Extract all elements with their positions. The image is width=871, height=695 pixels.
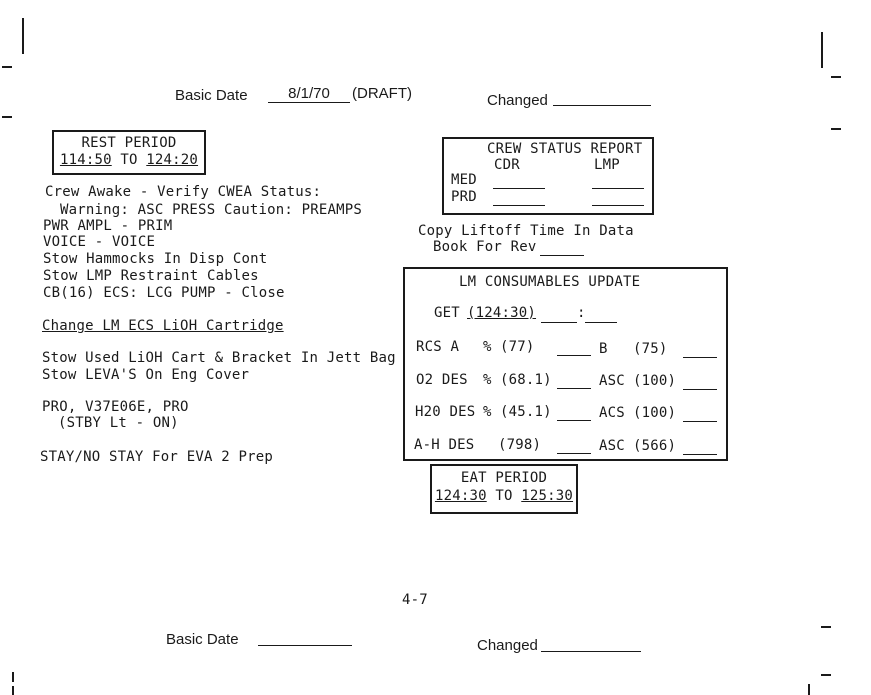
rest-period-start: 114:50	[59, 152, 112, 168]
eat-period-box	[430, 464, 578, 514]
footer-basic-date-blank	[258, 645, 352, 646]
page-number: 4-7	[402, 592, 428, 608]
step-pwr-ampl: PWR AMPL - PRIM	[43, 218, 173, 234]
row-o2-asc-blank	[683, 389, 717, 390]
row-h20-acs-blank	[683, 421, 717, 422]
margin-mark	[808, 684, 810, 695]
rest-period-range	[54, 152, 204, 168]
draft-label: (DRAFT)	[352, 85, 412, 102]
basic-date-value: 8/1/70	[268, 85, 350, 103]
row-o2-asc-value: (100)	[633, 373, 677, 389]
margin-mark	[22, 18, 24, 54]
row-h20-des-value: (45.1)	[500, 404, 552, 420]
row-h20-des-pct: %	[483, 404, 492, 420]
row-h20-acs-value: (100)	[633, 405, 677, 421]
footer-changed-label: Changed	[477, 637, 538, 654]
eat-period-to: TO	[495, 488, 513, 504]
row-o2-asc-label: ASC	[599, 373, 625, 389]
rest-period-end: 124:20	[146, 152, 199, 168]
step-stay-no-stay: STAY/NO STAY For EVA 2 Prep	[40, 449, 273, 465]
changed-label: Changed	[487, 92, 548, 109]
row-rcs-a-label: RCS A	[416, 339, 460, 355]
step-stby-lt: (STBY Lt - ON)	[58, 415, 179, 431]
step-stow-levas: Stow LEVA'S On Eng Cover	[42, 367, 250, 383]
get-min-blank	[585, 322, 617, 323]
row-rcs-b-label: B	[599, 341, 608, 357]
row-o2-des-pct: %	[483, 372, 492, 388]
footer-basic-date-label: Basic Date	[166, 631, 239, 648]
rev-blank	[540, 255, 584, 256]
lmp-prd-blank	[592, 205, 644, 206]
row-ah-des-label: A-H DES	[414, 437, 475, 453]
basic-date-label: Basic Date	[175, 87, 248, 104]
step-stow-hammocks: Stow Hammocks In Disp Cont	[43, 251, 268, 267]
row-h20-des-label: H20 DES	[415, 404, 476, 420]
margin-mark	[821, 626, 831, 628]
section-heading-lioh: Change LM ECS LiOH Cartridge	[42, 318, 284, 334]
liftoff-line1: Copy Liftoff Time In Data	[418, 223, 634, 239]
consumables-box	[403, 267, 728, 461]
rest-period-box	[52, 130, 206, 175]
margin-mark	[12, 686, 14, 695]
row-rcs-a-value: (77)	[500, 339, 535, 355]
margin-mark	[831, 76, 841, 78]
eat-period-start: 124:30	[434, 488, 487, 504]
margin-mark	[831, 128, 841, 130]
row-ah-des-value: (798)	[498, 437, 542, 453]
liftoff-line2: Book For Rev	[433, 239, 537, 255]
col-lmp: LMP	[594, 157, 620, 173]
get-colon: :	[577, 305, 586, 321]
row-h20-acs-label: ACS	[599, 405, 625, 421]
row-h20-des-blank	[557, 420, 591, 421]
row-ah-asc-blank	[683, 454, 717, 455]
consumables-title: LM CONSUMABLES UPDATE	[459, 274, 641, 290]
row-ah-asc-label: ASC	[599, 438, 625, 454]
step-crew-awake: Crew Awake - Verify CWEA Status:	[45, 184, 322, 200]
row-o2-des-blank	[557, 388, 591, 389]
eat-period-range	[432, 488, 576, 504]
row-o2-des-label: O2 DES	[416, 372, 468, 388]
crew-status-title: CREW STATUS REPORT	[487, 141, 643, 157]
cdr-prd-blank	[493, 205, 545, 206]
row-o2-des-value: (68.1)	[500, 372, 552, 388]
eat-period-end: 125:30	[521, 488, 574, 504]
row-rcs-a-pct: %	[483, 339, 492, 355]
margin-mark	[12, 672, 14, 682]
row-ah-des-blank	[557, 453, 591, 454]
get-value: (124:30)	[467, 305, 537, 321]
step-voice: VOICE - VOICE	[43, 234, 156, 250]
row-med: MED	[451, 172, 477, 188]
margin-mark	[821, 32, 823, 68]
rest-period-title: REST PERIOD	[81, 135, 177, 151]
get-hours-blank	[541, 322, 577, 323]
eat-period-title: EAT PERIOD	[460, 470, 548, 486]
margin-mark	[821, 674, 831, 676]
row-rcs-a-blank	[557, 355, 591, 356]
row-ah-asc-value: (566)	[633, 438, 677, 454]
cdr-med-blank	[493, 188, 545, 189]
rest-period-to: TO	[120, 152, 138, 168]
row-prd: PRD	[451, 189, 477, 205]
margin-mark	[2, 116, 12, 118]
row-rcs-b-blank	[683, 357, 717, 358]
footer-changed-blank	[541, 651, 641, 652]
row-rcs-b-value: (75)	[633, 341, 668, 357]
step-warning: Warning: ASC PRESS Caution: PREAMPS	[60, 202, 363, 218]
step-stow-lmp: Stow LMP Restraint Cables	[43, 268, 259, 284]
lmp-med-blank	[592, 188, 644, 189]
step-pro-v37: PRO, V37E06E, PRO	[42, 399, 189, 415]
col-cdr: CDR	[494, 157, 520, 173]
step-cb16: CB(16) ECS: LCG PUMP - Close	[43, 285, 285, 301]
changed-blank	[553, 105, 651, 106]
get-label: GET	[434, 305, 460, 321]
step-stow-used-lioh: Stow Used LiOH Cart & Bracket In Jett Bag	[42, 350, 396, 366]
crew-status-box	[442, 137, 654, 215]
margin-mark	[2, 66, 12, 68]
